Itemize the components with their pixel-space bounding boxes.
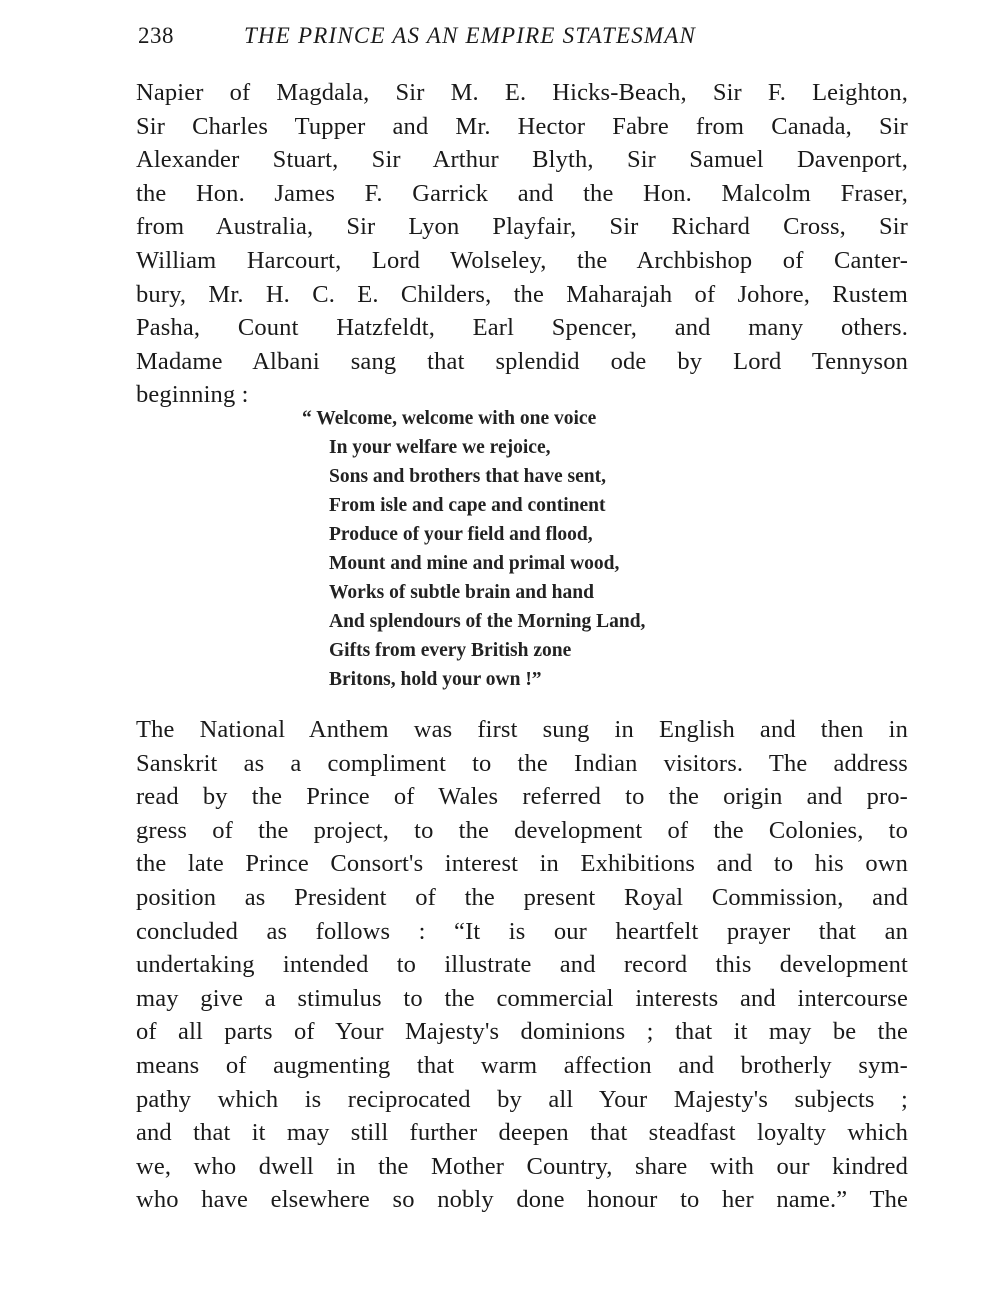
text-line: Alexander Stuart, Sir Arthur Blyth, Sir Samuel Davenport,: [136, 146, 908, 174]
text-line: the Hon. James F. Garrick and the Hon. Malcolm Fraser,: [136, 179, 908, 207]
verse-line: In your welfare we rejoice,: [329, 437, 551, 458]
text-line: Sir Charles Tupper and Mr. Hector Fabre from Canada, Sir: [136, 112, 908, 140]
text-line: The National Anthem was first sung in English and then in: [136, 716, 908, 743]
page-header: [136, 20, 908, 52]
text-line: bury, Mr. H. C. E. Childers, the Maharajah of Johore, Rustem: [136, 280, 908, 308]
verse-line: Britons, hold your own !”: [329, 669, 542, 690]
page-number: 238: [138, 23, 174, 48]
verse-line: And splendours of the Morning Land,: [329, 611, 646, 632]
running-title: THE PRINCE AS AN EMPIRE STATESMAN: [244, 23, 697, 48]
verse-line: Produce of your field and flood,: [329, 524, 593, 545]
text-line: of all parts of Your Majesty's dominions ; that it may be the: [136, 1018, 908, 1046]
text-line: pathy which is reciprocated by all Your Majesty's subjects ;: [136, 1085, 908, 1113]
text-line: may give a stimulus to the commercial interests and intercourse: [136, 984, 908, 1012]
text-line: who have elsewhere so nobly done honour to her name.” The: [136, 1186, 908, 1214]
text-line: William Harcourt, Lord Wolseley, the Archbishop of Canter-: [136, 246, 908, 274]
text-line: Madame Albani sang that splendid ode by Lord Tennyson: [136, 347, 908, 375]
text-line: gress of the project, to the development of the Colonies, to: [136, 816, 908, 844]
paragraph-guest-list: [136, 76, 908, 412]
text-line: beginning :: [136, 381, 249, 409]
text-line: we, who dwell in the Mother Country, share with our kindred: [136, 1152, 908, 1180]
text-line: position as President of the present Royal Commission, and: [136, 883, 908, 911]
text-line: Napier of Magdala, Sir M. E. Hicks-Beach, Sir F. Leighton,: [136, 79, 908, 106]
text-line: read by the Prince of Wales referred to the origin and pro-: [136, 783, 908, 811]
verse-line: Gifts from every British zone: [329, 640, 572, 661]
text-line: from Australia, Sir Lyon Playfair, Sir Richard Cross, Sir: [136, 213, 908, 241]
verse-line: “ Welcome, welcome with one voice: [302, 408, 597, 429]
verse-line: Mount and mine and primal wood,: [329, 553, 620, 574]
text-line: undertaking intended to illustrate and record this development: [136, 951, 908, 979]
verse-line: Sons and brothers that have sent,: [329, 466, 607, 487]
text-line: Sanskrit as a compliment to the Indian visitors. The address: [136, 749, 908, 777]
verse-line: From isle and cape and continent: [329, 495, 606, 516]
paragraph-national-anthem: [136, 713, 908, 1217]
verse-line: Works of subtle brain and hand: [329, 582, 594, 603]
tennyson-ode-verse: [302, 404, 782, 694]
text-line: the late Prince Consort's interest in Exhibitions and to his own: [136, 850, 908, 878]
text-line: Pasha, Count Hatzfeldt, Earl Spencer, and many others.: [136, 314, 908, 342]
text-line: means of augmenting that warm affection and brotherly sym-: [136, 1051, 908, 1079]
text-line: concluded as follows : “It is our heartfelt prayer that an: [136, 917, 908, 945]
text-line: and that it may still further deepen that steadfast loyalty which: [136, 1119, 908, 1147]
